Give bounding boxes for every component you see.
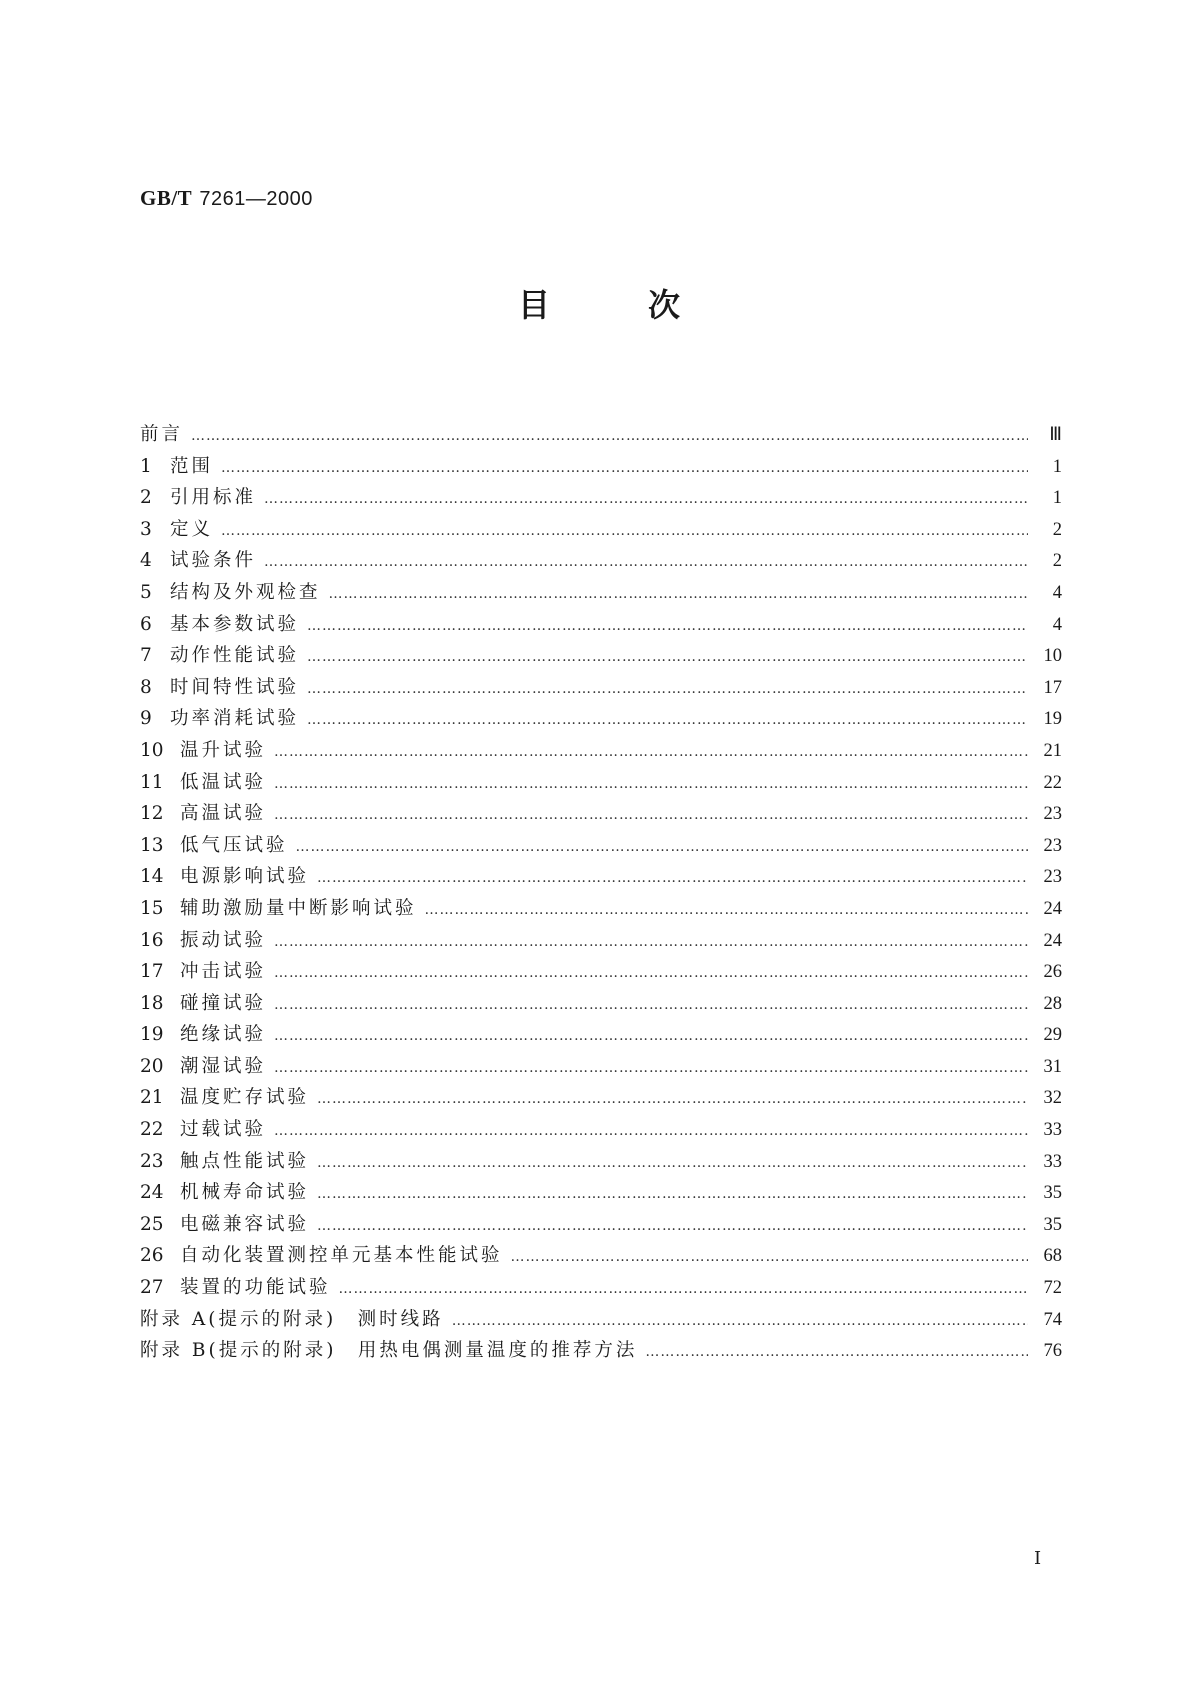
toc-entry[interactable]: [140, 736, 1062, 768]
toc-entry-number: 2: [140, 487, 152, 509]
toc-entry-page: Ⅲ: [1049, 425, 1062, 445]
toc-leader-dots: [452, 1313, 1028, 1329]
toc-entry-label: 定义: [170, 518, 214, 540]
toc-entry[interactable]: [140, 768, 1062, 800]
toc-entry-label: 碰撞试验: [180, 992, 267, 1014]
toc-entry-label: 装置的功能试验: [180, 1277, 331, 1299]
standard-code: [140, 186, 313, 211]
toc-leader-dots: [317, 1155, 1028, 1171]
toc-entry-number: 22: [140, 1119, 164, 1141]
toc-leader-dots: [317, 1091, 1028, 1107]
toc-entry-page: 26: [1043, 962, 1062, 983]
toc-entry-label: 基本参数试验: [170, 613, 300, 635]
toc-entry-label: 温升试验: [180, 739, 267, 761]
toc-entry-number: 18: [140, 992, 164, 1014]
toc-leader-dots: [264, 491, 1028, 507]
toc-entry-label: 振动试验: [180, 929, 267, 951]
toc-entry-label: 附录 B(提示的附录) 用热电偶测量温度的推荐方法: [140, 1340, 638, 1362]
toc-entry[interactable]: [140, 1020, 1062, 1052]
toc-entry-number: 12: [140, 803, 164, 825]
standard-number: 7261—2000: [199, 188, 313, 210]
toc-entry-page: 2: [1052, 551, 1062, 572]
toc-leader-dots: [296, 839, 1028, 855]
toc-entry-label: 电磁兼容试验: [180, 1213, 310, 1235]
toc-entry-number: 3: [140, 518, 152, 540]
toc-entry-label: 低气压试验: [180, 834, 288, 856]
toc-entry-number: 14: [140, 866, 164, 888]
toc-entry-number: 10: [140, 739, 164, 761]
toc-entry-page: 23: [1043, 867, 1062, 888]
toc-leader-dots: [274, 776, 1028, 792]
toc-entry-label: 范围: [170, 455, 214, 477]
toc-entry[interactable]: [140, 641, 1062, 673]
toc-entry-label: 引用标准: [170, 487, 257, 509]
toc-entry-number: 21: [140, 1087, 164, 1109]
toc-entry-number: 16: [140, 929, 164, 951]
toc-leader-dots: [329, 586, 1028, 602]
toc-entry-page: 68: [1043, 1246, 1062, 1267]
toc-entry-page: 35: [1043, 1183, 1062, 1204]
toc-entry-label: 机械寿命试验: [180, 1182, 310, 1204]
footer-page-number: I: [1034, 1548, 1042, 1569]
toc-entry[interactable]: [140, 673, 1062, 705]
toc-entry-label: 附录 A(提示的附录) 测时线路: [140, 1308, 444, 1330]
toc-leader-dots: [307, 618, 1028, 634]
toc-entry[interactable]: [140, 420, 1062, 452]
toc-entry-page: 35: [1043, 1214, 1062, 1235]
toc-entry[interactable]: [140, 1147, 1062, 1179]
toc-entry-number: 4: [140, 550, 152, 572]
toc-leader-dots: [317, 1186, 1028, 1202]
toc-entry-number: 5: [140, 581, 152, 603]
toc-leader-dots: [191, 428, 1028, 444]
toc-entry[interactable]: [140, 862, 1062, 894]
title-char-2: 次: [648, 286, 681, 324]
toc-entry[interactable]: [140, 989, 1062, 1021]
toc-entry-number: 13: [140, 834, 164, 856]
toc-entry-label: 功率消耗试验: [170, 708, 300, 730]
toc-entry-number: 6: [140, 613, 152, 635]
toc-entry-page: 1: [1052, 456, 1062, 477]
toc-entry[interactable]: [140, 1305, 1062, 1337]
toc-entry-page: 33: [1043, 1151, 1062, 1172]
standard-prefix: GB/T: [140, 186, 193, 210]
toc-entry[interactable]: [140, 831, 1062, 863]
toc-entry-page: 19: [1043, 709, 1062, 730]
toc-entry[interactable]: [140, 1241, 1062, 1273]
toc-leader-dots: [274, 965, 1028, 981]
toc-entry-number: 1: [140, 455, 152, 477]
toc-entry-number: 7: [140, 645, 152, 667]
toc-entry-label: 过载试验: [180, 1119, 267, 1141]
toc-entry[interactable]: [140, 1178, 1062, 1210]
toc-entry-label: 电源影响试验: [180, 866, 310, 888]
toc-entry-label: 高温试验: [180, 803, 267, 825]
toc-entry-page: 33: [1043, 1120, 1062, 1141]
toc-entry[interactable]: [140, 1083, 1062, 1115]
toc-leader-dots: [307, 649, 1028, 665]
toc-entry-number: 11: [140, 771, 164, 793]
toc-entry[interactable]: [140, 483, 1062, 515]
toc-entry[interactable]: [140, 704, 1062, 736]
toc-entry[interactable]: [140, 1210, 1062, 1242]
toc-entry-page: 24: [1043, 898, 1062, 919]
toc-entry-label: 动作性能试验: [170, 645, 300, 667]
toc-entry-page: 21: [1043, 740, 1062, 761]
toc-entry[interactable]: [140, 578, 1062, 610]
toc-leader-dots: [317, 1218, 1028, 1234]
toc-entry-label: 触点性能试验: [180, 1150, 310, 1172]
toc-entry-page: 74: [1043, 1309, 1062, 1330]
toc-entry-label: 低温试验: [180, 771, 267, 793]
toc-leader-dots: [511, 1249, 1028, 1265]
toc-entry[interactable]: [140, 452, 1062, 484]
toc-entry-number: 24: [140, 1182, 164, 1204]
toc-entry-label: 前言: [140, 424, 184, 445]
toc-entry-number: 17: [140, 961, 164, 983]
toc-entry-page: 24: [1043, 930, 1062, 951]
toc-entry-label: 冲击试验: [180, 961, 267, 983]
toc-entry-label: 温度贮存试验: [180, 1087, 310, 1109]
toc-entry-number: 15: [140, 897, 164, 919]
toc-entry-label: 辅助激励量中断影响试验: [180, 897, 417, 919]
toc-entry[interactable]: [140, 957, 1062, 989]
toc-leader-dots: [274, 934, 1028, 950]
toc-entry-page: 4: [1052, 614, 1062, 635]
toc-entry-number: 26: [140, 1245, 164, 1267]
toc-leader-dots: [425, 902, 1028, 918]
toc-entry-number: 19: [140, 1024, 164, 1046]
toc-leader-dots: [274, 807, 1028, 823]
toc-leader-dots: [645, 1344, 1028, 1360]
toc-entry-page: 76: [1043, 1341, 1062, 1362]
toc-entry-page: 72: [1043, 1278, 1062, 1299]
table-of-contents: [140, 420, 1062, 1368]
toc-entry-number: 23: [140, 1150, 164, 1172]
toc-leader-dots: [274, 1123, 1028, 1139]
toc-entry[interactable]: [140, 546, 1062, 578]
toc-entry-page: 31: [1043, 1056, 1062, 1077]
toc-entry-page: 22: [1043, 772, 1062, 793]
toc-leader-dots: [274, 744, 1028, 760]
toc-leader-dots: [339, 1281, 1028, 1297]
toc-leader-dots: [221, 523, 1028, 539]
toc-leader-dots: [307, 681, 1028, 697]
toc-entry-page: 10: [1043, 646, 1062, 667]
toc-entry[interactable]: [140, 1052, 1062, 1084]
toc-entry-page: 32: [1043, 1088, 1062, 1109]
toc-leader-dots: [274, 997, 1028, 1013]
toc-entry-number: 9: [140, 708, 152, 730]
toc-entry-label: 结构及外观检查: [170, 581, 321, 603]
toc-entry-number: 25: [140, 1213, 164, 1235]
toc-entry-page: 1: [1052, 488, 1062, 509]
toc-leader-dots: [274, 1060, 1028, 1076]
toc-entry-page: 17: [1043, 677, 1062, 698]
toc-entry-label: 时间特性试验: [170, 676, 300, 698]
toc-entry-label: 试验条件: [170, 550, 257, 572]
toc-entry[interactable]: [140, 894, 1062, 926]
toc-entry-page: 28: [1043, 993, 1062, 1014]
toc-leader-dots: [264, 554, 1028, 570]
toc-entry-label: 绝缘试验: [180, 1024, 267, 1046]
toc-entry-label: 自动化装置测控单元基本性能试验: [180, 1245, 503, 1267]
toc-entry[interactable]: [140, 799, 1062, 831]
toc-entry[interactable]: [140, 610, 1062, 642]
toc-leader-dots: [317, 870, 1028, 886]
toc-entry-number: 8: [140, 676, 152, 698]
title-char-1: 目: [518, 286, 551, 324]
toc-entry[interactable]: [140, 926, 1062, 958]
toc-entry[interactable]: [140, 1115, 1062, 1147]
toc-entry-page: 4: [1052, 582, 1062, 603]
toc-entry[interactable]: [140, 1273, 1062, 1305]
toc-entry-number: 20: [140, 1055, 164, 1077]
toc-entry-number: 27: [140, 1277, 164, 1299]
toc-entry-page: 23: [1043, 804, 1062, 825]
toc-entry[interactable]: [140, 515, 1062, 547]
toc-leader-dots: [221, 460, 1028, 476]
toc-leader-dots: [274, 1028, 1028, 1044]
toc-entry-page: 23: [1043, 835, 1062, 856]
toc-entry-page: 29: [1043, 1025, 1062, 1046]
toc-entry-label: 潮湿试验: [180, 1055, 267, 1077]
toc-entry-page: 2: [1052, 519, 1062, 540]
toc-leader-dots: [307, 712, 1028, 728]
toc-entry[interactable]: [140, 1336, 1062, 1368]
